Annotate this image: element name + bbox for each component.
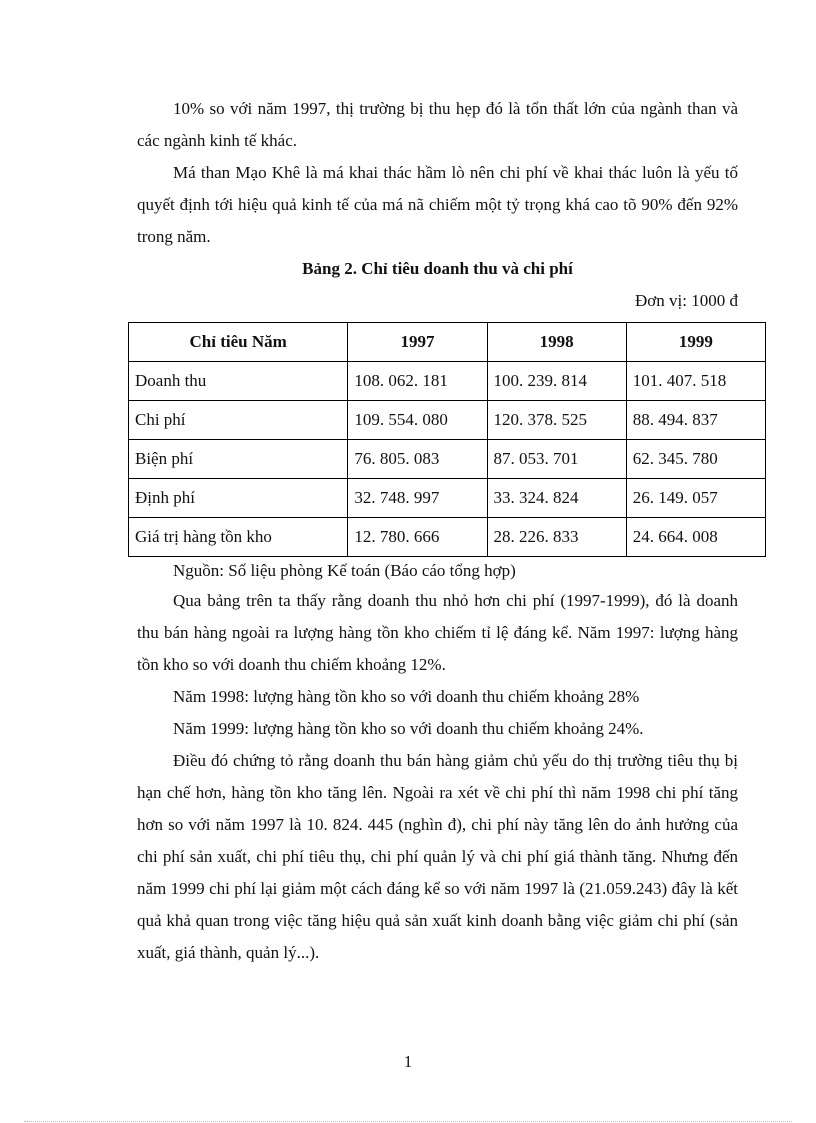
intro-paragraph-2: Má than Mạo Khê là má khai thác hầm lò nên chi phí về khai thác luôn là yếu tố quyết định tới hiệu quả kinh tế của má nã chiếm một tỷ trọng khá cao tõ 90% đến 92% trong năm. <box>137 163 738 246</box>
header-year-1997: 1997 <box>348 323 487 362</box>
cell-value: 28. 226. 833 <box>487 518 626 557</box>
cell-value: 87. 053. 701 <box>487 440 626 479</box>
intro-paragraph-1: 10% so với năm 1997, thị trường bị thu hẹp đó là tổn thất lớn của ngành than và các ngành kinh tế khác. <box>137 99 738 150</box>
table-row <box>129 518 766 557</box>
header-year-1999: 1999 <box>626 323 765 362</box>
row-label: Giá trị hàng tồn kho <box>129 518 348 557</box>
row-label: Định phí <box>129 479 348 518</box>
cell-value: 108. 062. 181 <box>348 362 487 401</box>
table-source-note: Nguồn: Số liệu phòng Kế toán (Báo cáo tổng hợp) <box>173 561 516 580</box>
table-unit: Đơn vị: 1000 đ <box>635 291 738 310</box>
cell-value: 12. 780. 666 <box>348 518 487 557</box>
analysis-paragraph-2: Năm 1998: lượng hàng tồn kho so với doanh thu chiếm khoảng 28% <box>173 687 640 706</box>
cell-value: 24. 664. 008 <box>626 518 765 557</box>
header-year-1998: 1998 <box>487 323 626 362</box>
cell-value: 76. 805. 083 <box>348 440 487 479</box>
cell-value: 109. 554. 080 <box>348 401 487 440</box>
document-page <box>137 93 738 969</box>
cell-value: 32. 748. 997 <box>348 479 487 518</box>
table-row <box>129 362 766 401</box>
revenue-cost-table <box>128 322 766 557</box>
cell-value: 26. 149. 057 <box>626 479 765 518</box>
page-number: 1 <box>403 1052 413 1071</box>
cell-value: 33. 324. 824 <box>487 479 626 518</box>
cell-value: 120. 378. 525 <box>487 401 626 440</box>
analysis-paragraph-4: Điều đó chứng tỏ rằng doanh thu bán hàng giảm chủ yếu do thị trường tiêu thụ bị hạn chế hơn, hàng tồn kho tăng lên. Ngoài ra xét về chi phí thì năm 1998 chi phí tăng hơn so với năm 1997 là 10. 824. 445 (nghìn đ), chi phí này tăng lên do ảnh hưởng của chi phí sản xuất, chi phí tiêu thụ, chi phí quản lý và chi phí giá thành tăng. Nhưng đến năm 1999 chi phí lại giảm một cách đáng kể so với năm 1997 là (21.059.243) đây là kết quả khả quan trong việc tăng hiệu quả sản xuất kinh doanh bằng việc giảm chi phí (sản xuất, giá thành, quản lý...). <box>137 751 738 962</box>
analysis-paragraph-3: Năm 1999: lượng hàng tồn kho so với doanh thu chiếm khoảng 24%. <box>173 719 644 738</box>
table-row <box>129 401 766 440</box>
table-row <box>129 479 766 518</box>
row-label: Biện phí <box>129 440 348 479</box>
cell-value: 100. 239. 814 <box>487 362 626 401</box>
table-title: Bảng 2. Chỉ tiêu doanh thu và chi phí <box>302 259 573 278</box>
table-row <box>129 440 766 479</box>
cell-value: 88. 494. 837 <box>626 401 765 440</box>
cell-value: 101. 407. 518 <box>626 362 765 401</box>
header-indicator-year: Chỉ tiêu Năm <box>129 323 348 362</box>
row-label: Doanh thu <box>129 362 348 401</box>
table-header-row <box>129 323 766 362</box>
cell-value: 62. 345. 780 <box>626 440 765 479</box>
row-label: Chi phí <box>129 401 348 440</box>
page-bottom-divider <box>24 1121 792 1122</box>
analysis-paragraph-1: Qua bảng trên ta thấy rằng doanh thu nhỏ hơn chi phí (1997-1999), đó là doanh thu bán hàng ngoài ra lượng hàng tồn kho chiếm tỉ lệ đáng kể. Năm 1997: lượng hàng tồn kho so với doanh thu chiếm khoảng 12%. <box>137 591 738 674</box>
